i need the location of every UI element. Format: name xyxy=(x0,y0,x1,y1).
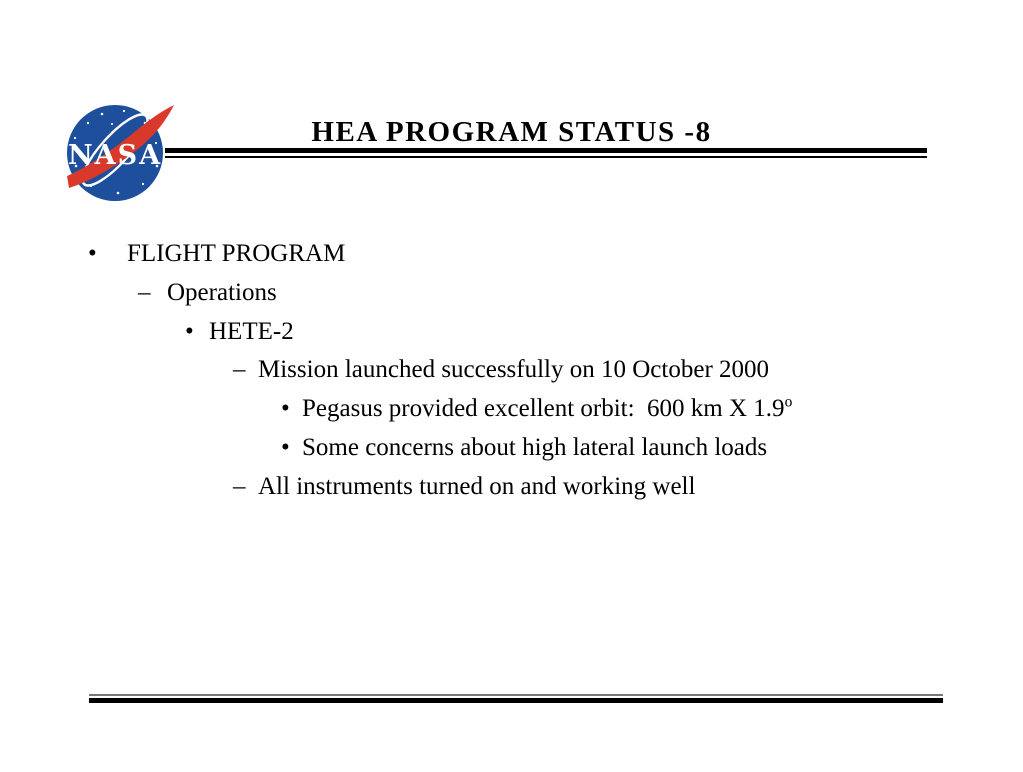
list-item-instruments-working xyxy=(0,468,1023,507)
dash-marker: – xyxy=(233,356,246,384)
bullet-marker: • xyxy=(185,317,194,345)
list-item-launch-loads xyxy=(0,429,1023,468)
superscript-degree: o xyxy=(784,393,793,411)
list-item-hete2 xyxy=(0,313,1023,352)
page-title: HEA PROGRAM STATUS -8 xyxy=(311,116,712,148)
bullet-marker: • xyxy=(281,395,290,423)
bullet-marker: • xyxy=(88,240,97,267)
dash-marker: – xyxy=(233,472,246,500)
nasa-logo-icon xyxy=(60,98,176,204)
header-rule-thin-line xyxy=(165,156,927,158)
item-text: FLIGHT PROGRAM xyxy=(127,240,346,267)
footer-rule xyxy=(89,694,943,703)
dash-marker: – xyxy=(138,278,151,306)
bullet-marker: • xyxy=(281,433,290,461)
item-text-main: Pegasus provided excellent orbit: 600 km X 1.9 xyxy=(302,395,785,423)
item-text: HETE-2 xyxy=(209,317,294,345)
item-text: Some concerns about high lateral launch loads xyxy=(302,433,768,461)
list-item-mission-launched xyxy=(0,351,1023,390)
insignia-wordmark: NASA xyxy=(67,140,163,171)
footer-rule-thick-line xyxy=(89,698,943,703)
item-text: Operations xyxy=(167,278,277,306)
list-item-pegasus-orbit xyxy=(0,390,1023,429)
item-text: Mission launched successfully on 10 October 2000 xyxy=(258,356,770,384)
content-list xyxy=(0,235,1023,507)
header-rule xyxy=(165,148,927,158)
list-item-operations xyxy=(0,274,1023,313)
item-text xyxy=(302,390,792,429)
item-text: All instruments turned on and working well xyxy=(258,472,696,500)
list-item-flight-program xyxy=(0,235,1023,274)
